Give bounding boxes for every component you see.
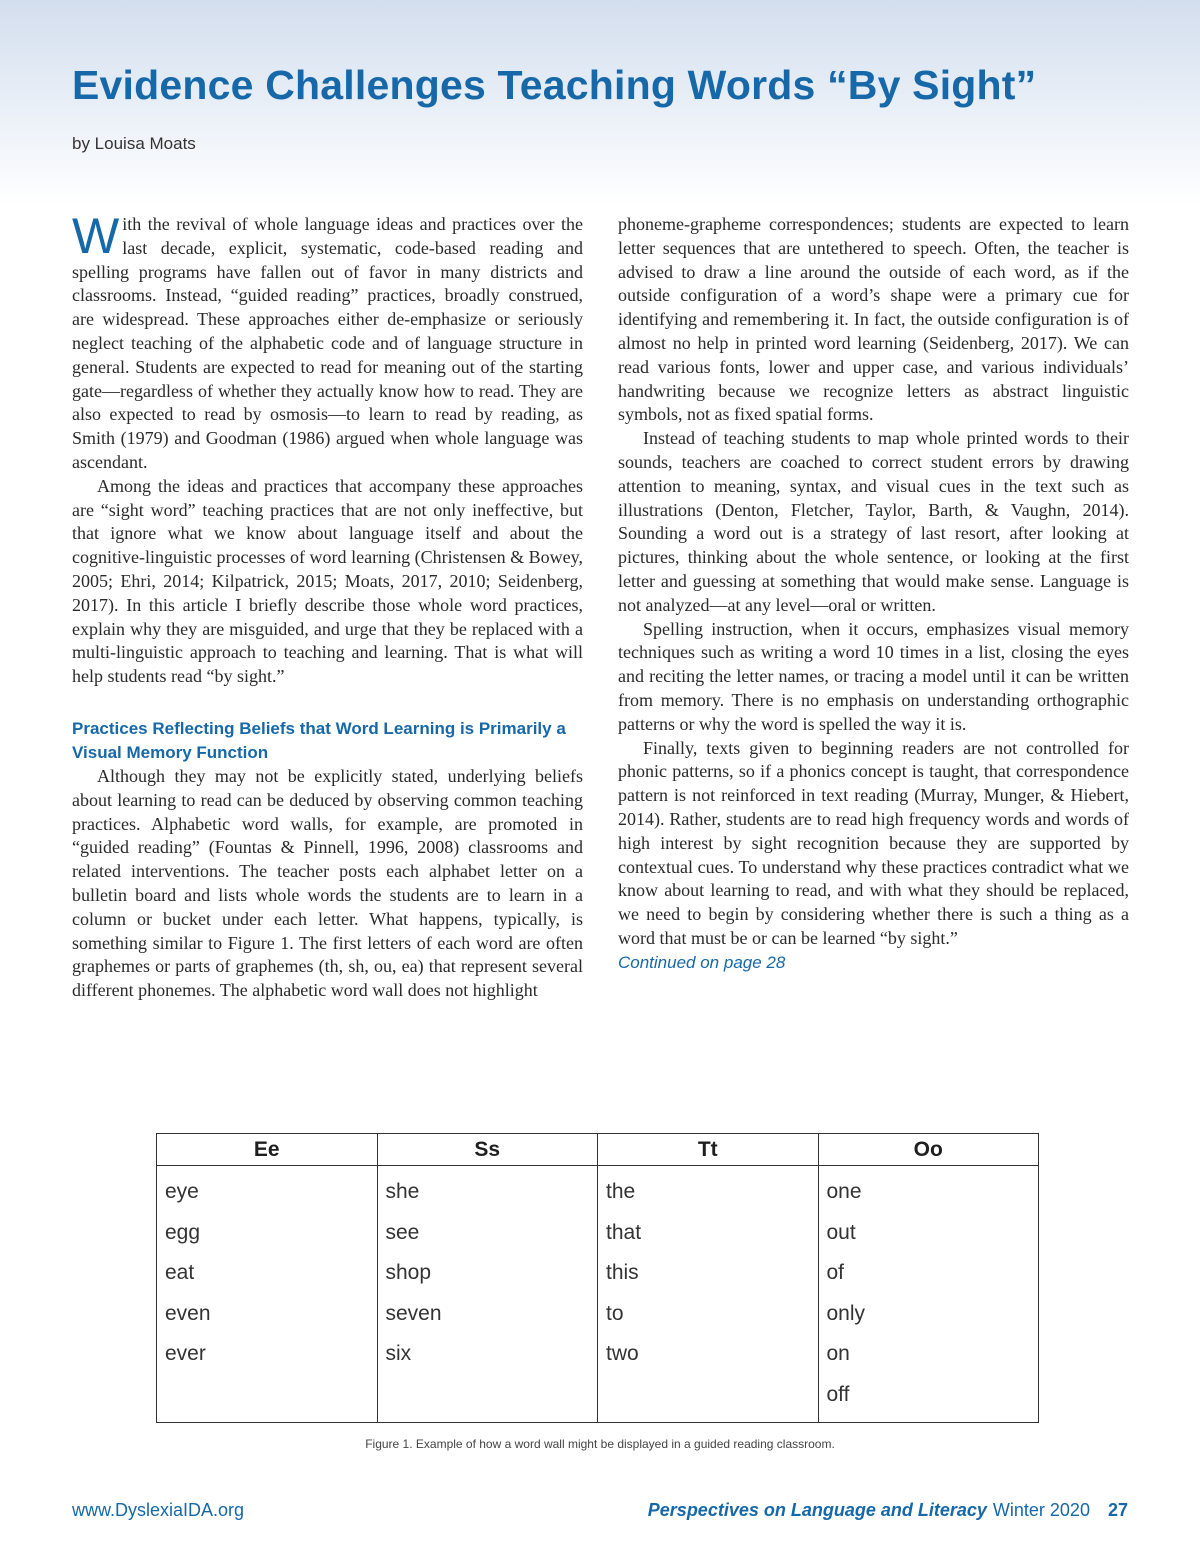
paragraph: Finally, texts given to beginning readers are not controlled for phonic patterns, so if a phonics concept is taught, that correspondence pattern is not reinforced in text reading (Murray, Munger, & Hiebert, 2014). Rather, students are to read high frequency words and words of high interest by sight recognition because they are supported by contextual cues. To understand why these practices contradict what we know about learning to read, and with what they should be replaced, we need to begin by considering whether there is such a thing as a word that must be or can be learned “by sight.” — [618, 737, 1129, 948]
footer-publication — [648, 1500, 1128, 1521]
word-item: of — [826, 1261, 845, 1285]
word-item: eye — [165, 1180, 199, 1203]
word-item: see — [385, 1220, 420, 1244]
word-column — [818, 1166, 1039, 1423]
word-item: ever — [165, 1342, 206, 1366]
paragraph: Instead of teaching students to map whole printed words to their sounds, teachers are coached to correct student errors by drawing attention to meaning, syntax, and visual cues in the text such as illustrations (Denton, Fletcher, Taylor, Barth, & Vaughn, 2014). Sounding a word out is a strategy of last resort, after looking at pictures, thinking about the whole sentence, or looking at the first letter and guessing at something that would make sense. Language is not analyzed—at any level—oral or written. — [618, 428, 1129, 615]
paragraph: Although they may not be explicitly stated, underlying beliefs about learning to read can be deduced by observing common teaching practices. Alphabetic word walls, for example, are promoted in “guided reading” (Fountas & Pinnell, 1996, 2008) classrooms and related interventions. The teacher posts each alphabet letter on a bulletin board and lists whole words the students are to learn in a column or bucket under each letter. What happens, typically, is something similar to Figure 1. The first letters of each word are often graphemes or parts of graphemes (th, sh, ou, ea) that represent several different phonemes. The alphabetic word wall does not highlight — [72, 765, 583, 1001]
word-item: the — [606, 1180, 636, 1203]
paragraph: phoneme-grapheme correspondences; students are expected to learn letter sequences that are untethered to speech. Often, the teacher is advised to draw a line around the outside of each word, as if the outside configuration of a word’s shape were a primary cue for identifying and remembering it. In fact, the outside configuration is of almost no help in printed word learning (Seidenberg, 2017). We can read various fonts, lower and upper case, and various individuals’ handwriting because we recognize letters as abstract linguistic symbols, not as fixed spatial forms. — [618, 214, 1129, 425]
word-item: six — [385, 1342, 412, 1366]
word-item: shop — [385, 1261, 432, 1285]
paragraph: Spelling instruction, when it occurs, emphasizes visual memory techniques such as writing a word 10 times in a list, closing the eyes and reciting the letter names, or tracing a model until it can be written from memory. There is no emphasis on understanding orthographic patterns or why the word is spelled the way it is. — [618, 618, 1129, 734]
paragraph: Among the ideas and practices that accompany these approaches are “sight word” teaching practices that are not only ineffective, but that ignore what we know about language itself and about the cognitive-linguistic processes of word learning (Christensen & Bowey, 2005; Ehri, 2014; Kilpatrick, 2015; Moats, 2017, 2010; Seidenberg, 2017). In this article I briefly describe those whole word practices, explain why they are misguided, and urge that they be replaced with a multi-linguistic approach to teaching and learning. That is what will help students read “by sight.” — [72, 475, 583, 687]
word-item: seven — [385, 1301, 442, 1325]
word-item: off — [826, 1382, 850, 1406]
paragraph-intro-text: ith the revival of whole language ideas and practices over the last decade, explicit, systematic, code-based reading and spelling programs have fallen out of favor in many districts and classrooms. Instead, “guided reading” practices, broadly construed, are widespread. These approaches either de-emphasize or seriously neglect teaching of the alphabetic code and of language structure in general. Students are expected to read for meaning out of the starting gate—regardless of whether they actually know how to read. They are also expected to read by osmosis—to learn to read by reading, as Smith (1979) and Goodman (1986) argued when whole language was ascendant. — [72, 214, 583, 472]
word-column — [157, 1166, 378, 1423]
table-row — [157, 1166, 1039, 1423]
word-item: even — [165, 1301, 211, 1325]
column-header: Ee — [157, 1134, 378, 1166]
word-item: eat — [165, 1261, 195, 1285]
figure-caption: Figure 1. Example of how a word wall might be displayed in a guided reading classroom. — [365, 1437, 835, 1451]
word-item: out — [826, 1220, 856, 1244]
word-item: this — [606, 1261, 639, 1285]
article-title: Evidence Challenges Teaching Words “By Sight” — [72, 62, 1037, 108]
word-wall-table — [156, 1133, 1039, 1423]
word-item: one — [826, 1180, 862, 1203]
word-item: she — [385, 1180, 420, 1203]
issue-date: Winter 2020 — [992, 1500, 1090, 1520]
drop-cap: W — [72, 208, 120, 264]
byline: by Louisa Moats — [72, 134, 196, 153]
left-column — [72, 208, 583, 1003]
footer-website-link[interactable]: www.DyslexiaIDA.org — [72, 1500, 245, 1520]
word-item: on — [826, 1342, 850, 1366]
table-header-row — [157, 1134, 1039, 1166]
section-subheading: Practices Reflecting Beliefs that Word Learning is Primarily a Visual Memory Function — [72, 718, 566, 762]
word-item: that — [606, 1220, 642, 1244]
word-item: only — [826, 1301, 866, 1325]
column-header: Tt — [598, 1134, 819, 1166]
word-column — [598, 1166, 819, 1423]
word-item: two — [606, 1342, 639, 1366]
word-column — [377, 1166, 598, 1423]
column-header: Oo — [818, 1134, 1039, 1166]
journal-name: Perspectives on Language and Literacy — [647, 1500, 987, 1520]
column-header: Ss — [377, 1134, 598, 1166]
right-column — [618, 213, 1129, 975]
continued-link[interactable]: Continued on page 28 — [618, 952, 786, 972]
page-number: 27 — [1107, 1500, 1128, 1520]
word-item: egg — [165, 1220, 201, 1244]
word-item: to — [606, 1301, 624, 1325]
paragraph-intro — [72, 208, 583, 475]
